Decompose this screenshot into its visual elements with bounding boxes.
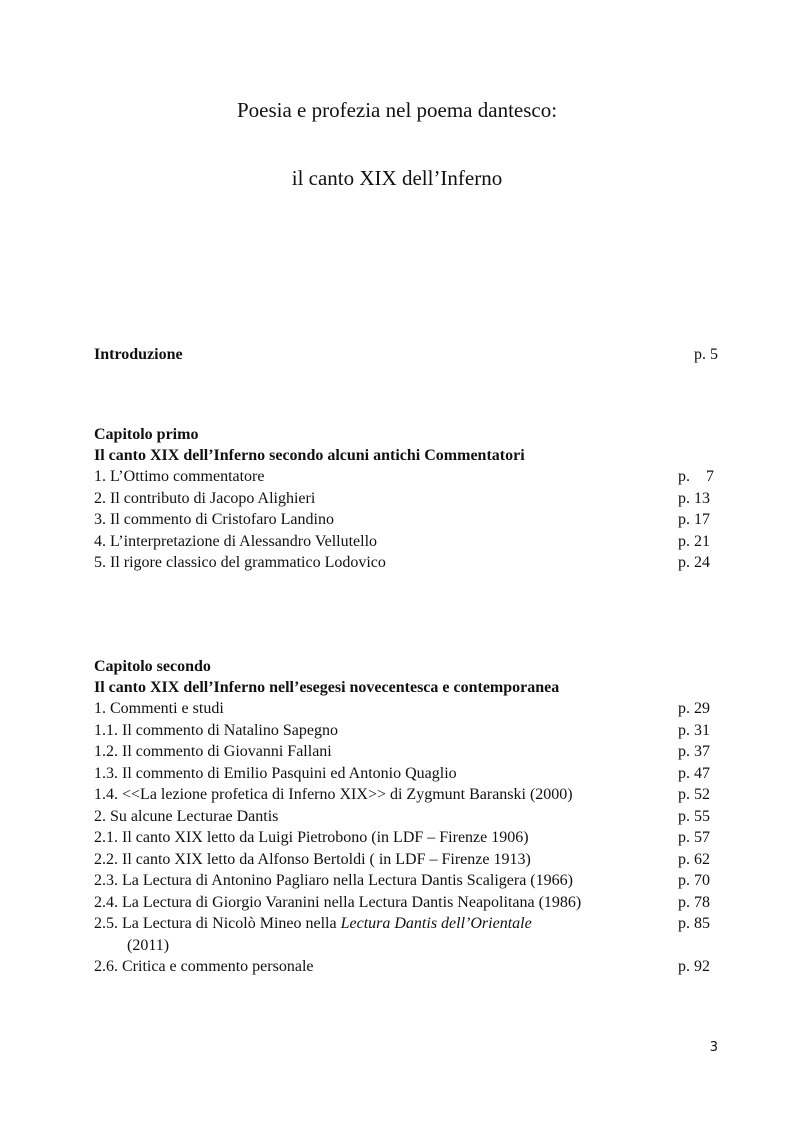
- toc-entry-page: p. 13: [678, 489, 710, 507]
- toc-entry-label-continuation: (2011): [127, 936, 170, 954]
- toc-entry-label: 1.2. Il commento di Giovanni Fallani: [94, 743, 332, 760]
- page-number: 3: [709, 1040, 718, 1055]
- toc-entry: [94, 956, 718, 978]
- toc-entry-label: 2.1. Il canto XIX letto da Luigi Pietrobono (in LDF – Firenze 1906): [94, 829, 529, 846]
- toc-entry-page: p. 92: [678, 958, 710, 975]
- document-title-line-1: Poesia e profezia nel poema dantesco:: [236, 98, 558, 122]
- toc-entry-page: p. 85: [678, 915, 710, 932]
- toc-entry-label-italic: Lectura Dantis dell’Orientale: [340, 915, 532, 932]
- toc-entry-label: 4. L’interpretazione di Alessandro Vellutello: [94, 532, 378, 550]
- toc-entry: [94, 698, 718, 720]
- chapter-1-heading: Capitolo primo: [94, 426, 199, 443]
- toc-entry: [94, 466, 718, 488]
- toc-entry: [94, 552, 718, 574]
- chapter-2-heading: Capitolo secondo: [94, 658, 211, 675]
- chapter-2-subtitle: Il canto XIX dell’Inferno nell’esegesi novecentesca e contemporanea: [94, 679, 560, 696]
- toc-entry-label: 2.6. Critica e commento personale: [94, 958, 314, 975]
- document-title-line-2: il canto XIX dell’Inferno: [291, 166, 503, 190]
- toc-entry-label: 3. Il commento di Cristofaro Landino: [94, 511, 334, 528]
- toc-entry: [94, 741, 718, 763]
- toc-entry: [94, 509, 718, 531]
- chapter-1-section: [94, 424, 718, 574]
- toc-entry: [94, 870, 718, 892]
- toc-entry-introduzione: [94, 345, 718, 365]
- toc-entry-page: p. 17: [678, 511, 710, 528]
- toc-entry: [94, 531, 718, 553]
- toc-entry-label: 1.3. Il commento di Emilio Pasquini ed Antonio Quaglio: [94, 764, 457, 782]
- toc-entry: [94, 913, 718, 956]
- toc-entry-page: p. 57: [678, 829, 710, 846]
- toc-entry-page: p. 5: [694, 346, 718, 363]
- toc-entry-page: p. 47: [678, 764, 710, 782]
- chapter-2-section: [94, 656, 718, 978]
- toc-entry-label: 2.4. La Lectura di Giorgio Varanini nella Lectura Dantis Neapolitana (1986): [94, 893, 582, 911]
- toc-entry-page: p. 21: [678, 532, 710, 550]
- toc-entry-page: p. 31: [678, 721, 710, 739]
- toc-entry-label: 1.1. Il commento di Natalino Sapegno: [94, 721, 338, 739]
- toc-entry-page: p. 29: [678, 700, 710, 717]
- toc-entry: [94, 892, 718, 914]
- toc-entry-page: p. 70: [678, 872, 710, 889]
- toc-entry-page: p. 52: [678, 786, 710, 803]
- toc-entry: [94, 720, 718, 742]
- toc-entry-label: 2.3. La Lectura di Antonino Pagliaro nella Lectura Dantis Scaligera (1966): [94, 872, 573, 889]
- toc-entry-page: p. 7: [678, 468, 714, 485]
- toc-entry-page: p. 78: [678, 893, 710, 911]
- toc-entry-page: p. 55: [678, 807, 710, 825]
- toc-entry-label: 5. Il rigore classico del grammatico Lodovico: [94, 554, 386, 571]
- toc-entry-label: 2. Il contributo di Jacopo Alighieri: [94, 489, 316, 507]
- toc-entry-label: Introduzione: [94, 346, 183, 363]
- toc-entry-label: 1.4. <<La lezione profetica di Inferno XIX>> di Zygmunt Baranski (2000): [94, 786, 573, 803]
- toc-entry: [94, 827, 718, 849]
- toc-entry-page: p. 37: [678, 743, 710, 760]
- toc-entry-label: 1. L’Ottimo commentatore: [94, 468, 265, 485]
- toc-entry: [94, 763, 718, 785]
- chapter-1-subtitle: Il canto XIX dell’Inferno secondo alcuni antichi Commentatori: [94, 447, 525, 464]
- toc-entry-label: 2. Su alcune Lecturae Dantis: [94, 807, 279, 825]
- toc-entry: [94, 849, 718, 871]
- toc-entry: [94, 488, 718, 510]
- toc-entry-label: 1. Commenti e studi: [94, 700, 224, 717]
- toc-entry-label: 2.2. Il canto XIX letto da Alfonso Bertoldi ( in LDF – Firenze 1913): [94, 850, 531, 868]
- toc-entry-label: [94, 913, 678, 956]
- toc-entry-page: p. 62: [678, 850, 710, 868]
- toc-entry: [94, 784, 718, 806]
- toc-entry-page: p. 24: [678, 554, 710, 571]
- toc-entry: [94, 806, 718, 828]
- toc-entry-label-prefix: 2.5. La Lectura di Nicolò Mineo nella: [94, 915, 341, 932]
